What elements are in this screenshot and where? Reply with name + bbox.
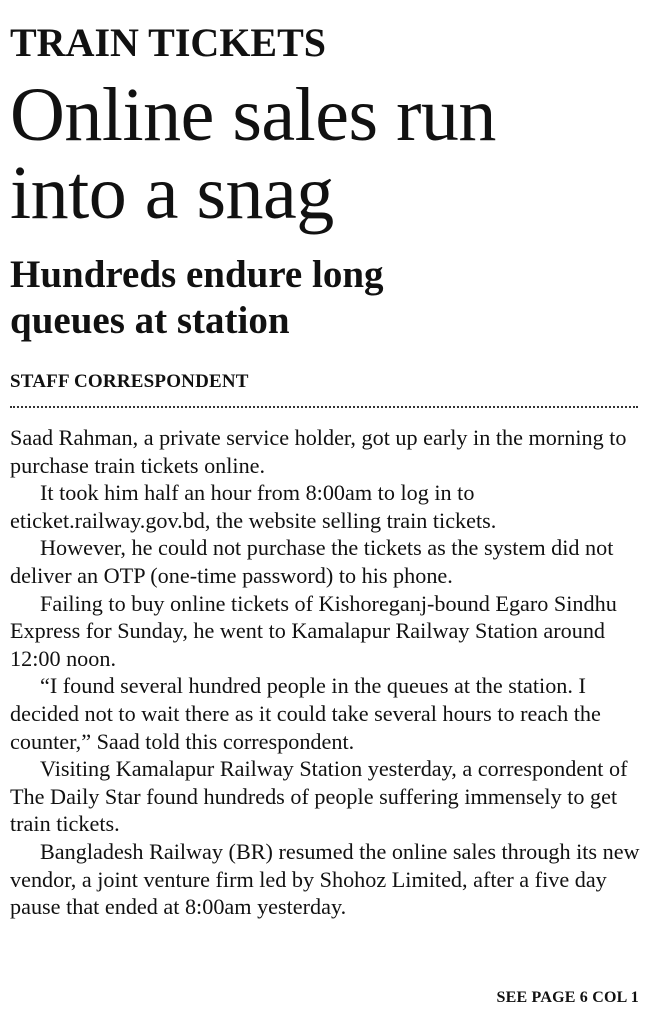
headline (10, 73, 640, 235)
paragraph: “I found several hundred people in the queues at the station. I decided not to wait there as it could take several hours to reach the counter,” Saad told this correspondent. (10, 673, 601, 754)
paragraph: It took him half an hour from 8:00am to log in to eticket.railway.gov.bd, the website selling train tickets. (10, 480, 497, 533)
paragraph: Visiting Kamalapur Railway Station yesterday, a correspondent of The Daily Star found hundreds of people suffering immensely to get train tickets. (10, 756, 628, 837)
article-body (10, 424, 640, 921)
dotted-divider (10, 406, 638, 408)
paragraph: Saad Rahman, a private service holder, got up early in the morning to purchase train tickets online. (10, 425, 627, 478)
subheadline (10, 252, 640, 344)
paragraph: Failing to buy online tickets of Kishoreganj-bound Egaro Sindhu Express for Sunday, he went to Kamalapur Railway Station around 12:00 noon. (10, 590, 617, 671)
headline-line-2: into a snag (10, 151, 334, 235)
paragraph: Bangladesh Railway (BR) resumed the online sales through its new vendor, a joint venture firm led by Shohoz Limited, after a five day pause that ended at 8:00am yesterday. (10, 838, 640, 920)
subheadline-line-1: Hundreds endure long (10, 253, 384, 296)
paragraph: However, he could not purchase the tickets as the system did not deliver an OTP (one-time password) to his phone. (10, 535, 614, 588)
headline-line-1: Online sales run (10, 73, 496, 157)
byline: STAFF CORRESPONDENT (10, 371, 249, 392)
subheadline-line-2: queues at station (10, 299, 290, 342)
section-kicker: TRAIN TICKETS (10, 20, 327, 65)
continuation-reference: SEE PAGE 6 COL 1 (496, 989, 639, 1006)
